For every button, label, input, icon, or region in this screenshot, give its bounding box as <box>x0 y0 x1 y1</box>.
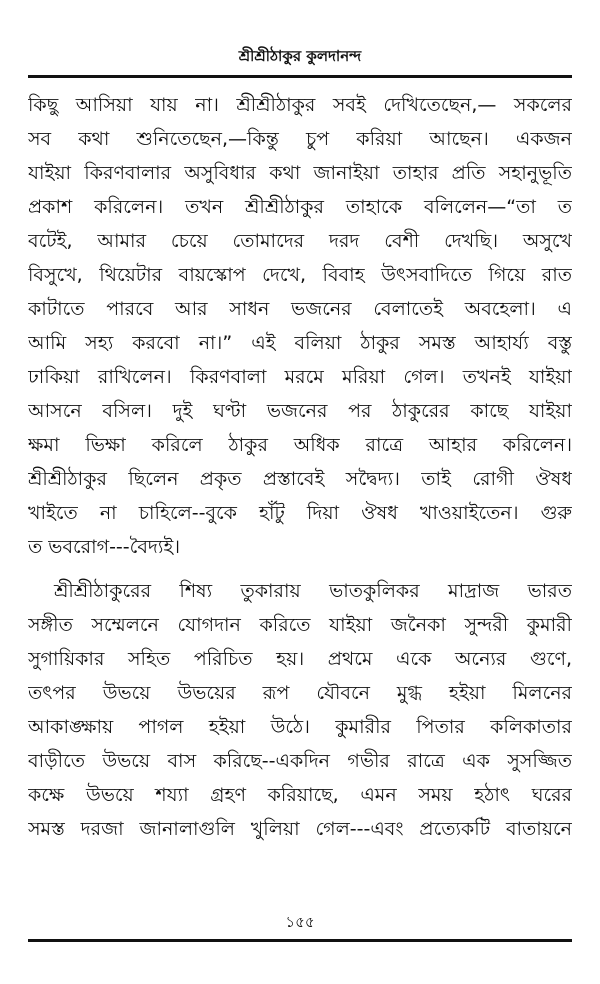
text-line: সঙ্গীত সম্মেলনে যোগদান করিতে যাইয়া জনৈকা সুন্দরী কুমারী <box>28 614 572 636</box>
paragraph <box>28 574 572 846</box>
text-line: ত ভবরোগ---বৈদ্যই। <box>28 536 181 558</box>
text-line: সব কথা শুনিতেছেন,—কিন্তু চুপ করিয়া আছেন। একজন <box>28 128 572 150</box>
text-line: প্রকাশ করিলেন। তখন শ্রীশ্রীঠাকুর তাহাকে বলিলেন—“তা ত <box>28 196 572 218</box>
text-line: ক্ষমা ভিক্ষা করিলে ঠাকুর অধিক রাত্রে আহার করিলেন। <box>28 434 572 456</box>
text-line: বিসুখে, থিয়েটার বায়স্কোপ দেখে, বিবাহ উৎসবাদিতে গিয়ে রাত <box>28 264 572 286</box>
text-line: কাটাতে পারবে আর সাধন ভজনের বেলাতেই অবহেলা। এ <box>28 298 572 320</box>
footer-rule <box>28 939 572 942</box>
text-line: কিছু আসিয়া যায় না। শ্রীশ্রীঠাকুর সবই দেখিতেছেন,— সকলের <box>28 94 572 116</box>
text-line: আকাঙ্ক্ষায় পাগল হইয়া উঠে। কুমারীর পিতার কলিকাতার <box>28 716 572 738</box>
text-line: সুগায়িকার সহিত পরিচিত হয়। প্রথমে একে অন্যের গুণে, <box>28 648 572 670</box>
text-line: আমি সহ্য করবো না।” এই বলিয়া ঠাকুর সমস্ত আহার্য্য বস্তু <box>28 332 572 354</box>
text-line: শ্রীশ্রীঠাকুর ছিলেন প্রকৃত প্রস্তাবেই সদ্বৈদ্য। তাই রোগী ঔষধ <box>28 468 572 490</box>
text-line: ঢাকিয়া রাখিলেন। কিরণবালা মরমে মরিয়া গেল। তখনই যাইয়া <box>28 366 572 388</box>
text-line: আসনে বসিল। দুই ঘণ্টা ভজনের পর ঠাকুরের কাছে যাইয়া <box>28 400 572 422</box>
header-rule <box>28 75 572 78</box>
text-line: বটেই, আমার চেয়ে তোমাদের দরদ বেশী দেখছি। অসুখে <box>28 230 572 252</box>
text-line: শ্রীশ্রীঠাকুরের শিষ্য তুকারায় ভাতকুলিকর মাদ্রাজ ভারত <box>54 580 572 602</box>
text-line: বাড়ীতে উভয়ে বাস করিছে--একদিন গভীর রাত্রে এক সুসজ্জিত <box>28 750 572 772</box>
page-number: ১৫৫ <box>285 913 315 931</box>
running-header: শ্রীশ্রীঠাকুর কুলদানন্দ <box>238 47 362 65</box>
paragraph <box>28 88 572 564</box>
paragraph-gap <box>28 564 572 574</box>
text-line: সমস্ত দরজা জানালাগুলি খুলিয়া গেল---এবং প্রত্যেকটি বাতায়নে <box>28 818 572 840</box>
text-line: যাইয়া কিরণবালার অসুবিধার কথা জানাইয়া তাহার প্রতি সহানুভূতি <box>28 162 572 184</box>
body-text <box>28 88 572 846</box>
text-line: খাইতে না চাহিলে--বুকে হাঁটু দিয়া ঔষধ খাওয়াইতেন। গুরু <box>28 502 572 524</box>
text-line: কক্ষে উভয়ে শয্যা গ্রহণ করিয়াছে, এমন সময় হঠাৎ ঘরের <box>28 784 572 806</box>
text-line: তৎপর উভয়ে উভয়ের রূপ যৌবনে মুগ্ধ হইয়া মিলনের <box>28 682 572 704</box>
